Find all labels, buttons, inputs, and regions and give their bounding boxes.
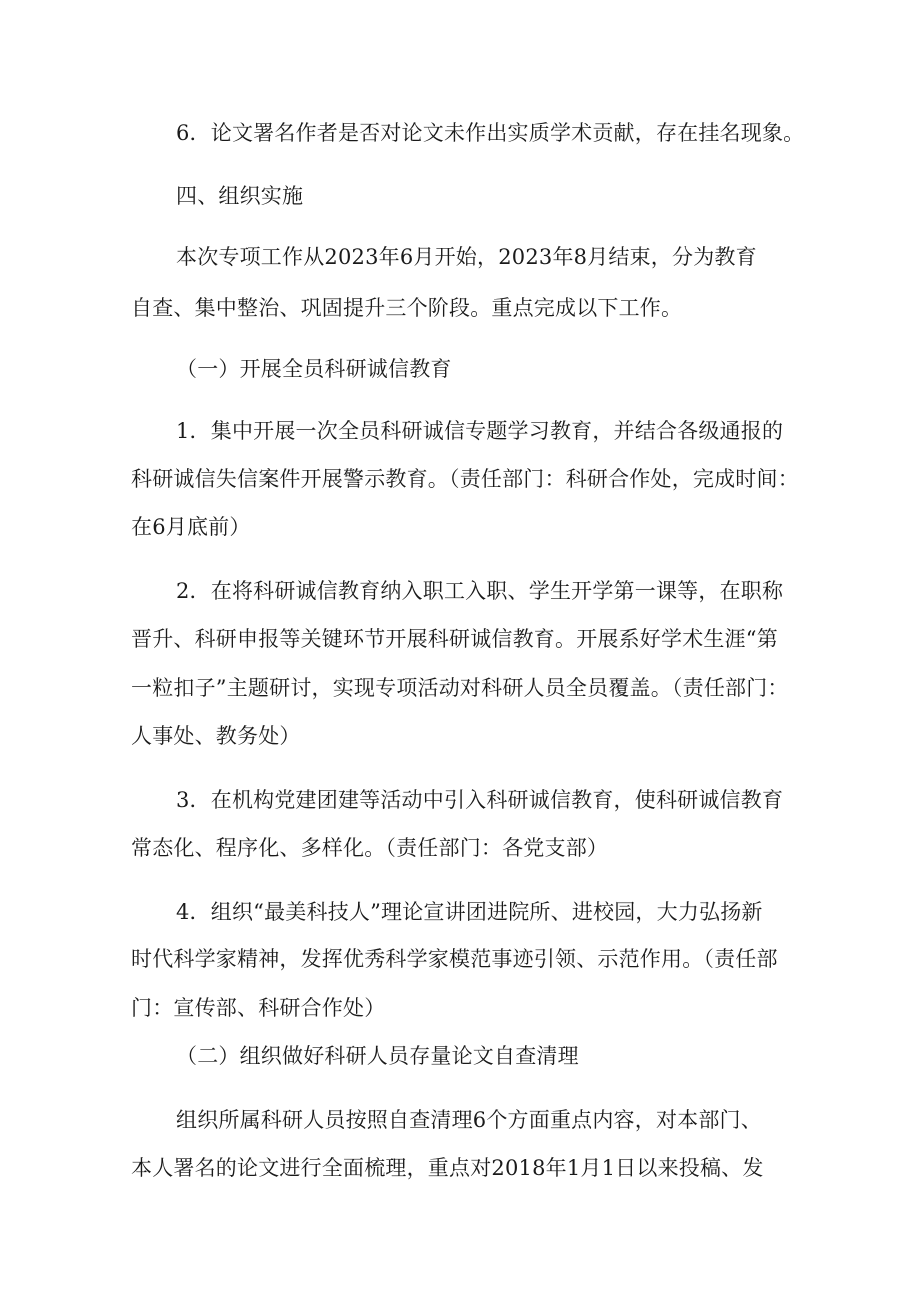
item-2-line-2: 晋升、科研申报等关键环节开展科研诚信教育。开展系好学术生涯“第 xyxy=(131,627,778,651)
item-1-line-3: 在6月底前） xyxy=(131,515,251,539)
paragraph-intro-line-1: 本次专项工作从2023年6月开始，2023年8月结束，分为教育 xyxy=(176,245,757,269)
subsection-heading-1: （一）开展全员科研诚信教育 xyxy=(176,357,452,381)
subsection-heading-2: （二）组织做好科研人员存量论文自查清理 xyxy=(176,1044,579,1068)
item-1-line-1: 1．集中开展一次全员科研诚信专题学习教育，并结合各级通报的 xyxy=(176,419,784,443)
item-4-line-2: 时代科学家精神，发挥优秀科学家模范事迹引领、示范作用。（责任部 xyxy=(131,947,778,971)
item-3-line-2: 常态化、程序化、多样化。（责任部门：各党支部） xyxy=(131,836,609,860)
item-2-line-1: 2．在将科研诚信教育纳入职工入职、学生开学第一课等，在职称 xyxy=(176,579,784,603)
item-4-line-3: 门：宣传部、科研合作处） xyxy=(131,996,386,1020)
paragraph-selfcheck-line-1: 组织所属科研人员按照自查清理6个方面重点内容，对本部门、 xyxy=(176,1108,762,1132)
item-3-line-1: 3．在机构党建团建等活动中引入科研诚信教育，使科研诚信教育 xyxy=(176,788,784,812)
paragraph-selfcheck-line-2: 本人署名的论文进行全面梳理，重点对2018年1月1日以来投稿、发 xyxy=(131,1156,764,1180)
item-2-line-3: 一粒扣子”主题研讨，实现专项活动对科研人员全员覆盖。（责任部门： xyxy=(131,676,789,700)
item-4-line-1: 4．组织“最美科技人”理论宣讲团进院所、进校园，大力弘扬新 xyxy=(176,900,763,924)
section-heading-organization: 四、组织实施 xyxy=(176,184,304,208)
item-2-line-4: 人事处、教务处） xyxy=(131,724,301,748)
paragraph-intro-line-2: 自查、集中整治、巩固提升三个阶段。重点完成以下工作。 xyxy=(131,296,683,320)
item-1-line-2: 科研诚信失信案件开展警示教育。（责任部门：科研合作处，完成时间： xyxy=(131,467,799,491)
paragraph-item-6: 6．论文署名作者是否对论文未作出实质学术贡献，存在挂名现象。 xyxy=(176,121,805,145)
